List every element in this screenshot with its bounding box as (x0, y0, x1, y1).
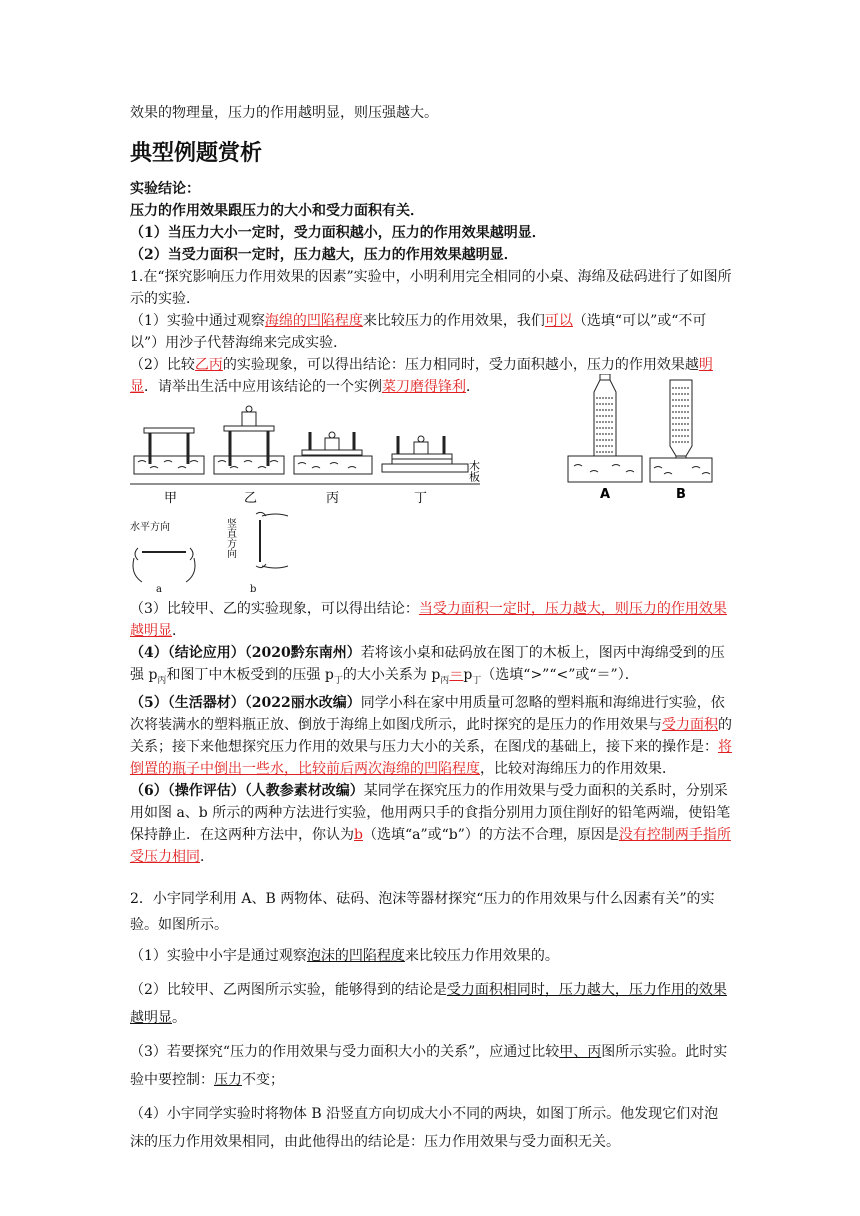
conclusion-block (130, 178, 732, 266)
q1-p4-answer: ＝ (449, 667, 464, 683)
q2-stem: 2．小宇同学利用 A、B 两物体、砝码、泡沫等器材探究“压力的作用效果与什么因素有关”的实验。如图所示。 (130, 891, 715, 933)
q1-p4-text-e: （选填“>”“<”或“＝”）． (481, 667, 639, 683)
q1-p4-sub-4: 丁 (472, 675, 482, 686)
bottle-label-a: A (600, 487, 611, 502)
q1-p6-text-a: 某同学在探究压力的作用效果与受力面积的关系时，分别采用如图 a、b 所示的两种方法进行实验，他用两只手的食指分别用力顶住削好的铅笔两端，使铅笔保持静止．在这两种方法中，你认为 (130, 782, 731, 843)
figure-table-experiments (130, 398, 500, 508)
q1-p1-answer-1: 海绵的凹陷程度 (264, 313, 363, 329)
q1-p4-text-c: 的大小关系为 p (342, 667, 441, 683)
q1-p6-text-c: ． (200, 848, 214, 865)
q1-part-4 (130, 642, 732, 692)
figure-bing (294, 432, 372, 474)
q1-p4-sub-3: 丙 (440, 675, 450, 686)
q2-p3-text-a: （3）若要探究“压力的作用效果与受力面积大小的关系”，应通过比较 (130, 1044, 560, 1060)
q2-p2-text-b: 。 (172, 1010, 186, 1026)
conclusion-heading: 实验结论： (130, 181, 200, 197)
q1-part-6 (130, 780, 732, 868)
pencil-b (256, 512, 288, 568)
fig-label-bing: 丙 (326, 491, 340, 506)
q1-p4-sub-1: 丙 (157, 675, 167, 686)
conclusion-line-3: （2）当受力面积一定时，压力越大，压力的作用效果越明显． (130, 247, 518, 263)
board-label: 木板 (467, 460, 481, 482)
q1-p2-text-d: ． (466, 379, 480, 395)
pencil-label-a: 水平方向 (130, 522, 170, 533)
q1-p6-text-b: （选填“a”或“b”）的方法不合理，原因是 (362, 826, 619, 843)
q1-p2-answer-3: 菜刀磨得锋利 (382, 379, 466, 395)
q1-p1-text-a: （1）实验中通过观察 (130, 313, 265, 329)
q1-stem: 1.在“探究影响压力作用效果的因素”实验中，小明利用完全相同的小桌、海绵及砝码进行了如图所示的实验． (130, 269, 732, 307)
figure-ding (382, 436, 468, 472)
q1-p5-text-a: 同学小科在家中用质量可忽略的塑料瓶和海绵进行实验，依次将装满水的塑料瓶正放、倒放于海绵上如图戊所示，此时探究的是压力的作用效果与 (130, 694, 725, 733)
q1-p1-text-c: （选填“可以”或“不可以”）用沙子代替海绵来完成实验． (130, 313, 707, 351)
q1-p4-tag: （4）（结论应用）（2020黔东南州） (130, 645, 361, 661)
q1-p3-answer: 当受力面积一定时，压力越大，则压力的作用效果越明显 (130, 601, 727, 639)
figure-yi (214, 406, 284, 474)
q1-p5-answer-1: 受力面积 (662, 716, 718, 733)
q1-p3-text-a: （3）比较甲、乙的实验现象，可以得出结论： (130, 601, 419, 617)
q2-p1-text-b: 来比较压力作用效果的。 (404, 948, 559, 964)
q2-part-2 (130, 976, 732, 1032)
fig-label-jia: 甲 (164, 491, 178, 506)
q1-p4-text-b: 和图丁中木板受到的压强 p (166, 667, 334, 683)
conclusion-line-2: （1）当压力大小一定时，受力面积越小，压力的作用效果越明显． (130, 225, 546, 241)
q2-p2-answer: 受力面积相同时，压力越大，压力作用的效果越明显 (130, 982, 727, 1026)
pencil-label-b: 竖直方向 (224, 518, 236, 558)
q1-p6-tag: （6）（操作评估）（人教参素材改编） (130, 782, 364, 799)
bottle-a (568, 374, 642, 482)
pencil-tag-b: b (250, 584, 257, 595)
q1-part-5 (130, 692, 732, 780)
pencil-a (133, 548, 195, 582)
q2-p2-text-a: （2）比较甲、乙两图所示实验，能够得到的结论是 (130, 982, 447, 998)
fig-label-yi: 乙 (244, 491, 258, 506)
figure-jia (134, 428, 204, 474)
section-title: 典型例题赏析 (130, 141, 263, 166)
q1-p2-text-c: ．请举出生活中应用该结论的一个实例 (144, 379, 382, 395)
q1-p5-answer-2: 将倒置的瓶子中倒出一些水，比较前后两次海绵的凹陷程度 (130, 738, 732, 777)
q1-p6-answer-1: b (354, 826, 363, 843)
q1-p1-text-b: 来比较压力的作用效果，我们 (362, 313, 545, 329)
q1-p1-answer-2: 可以 (544, 313, 573, 329)
conclusion-line-1: 压力的作用效果跟压力的大小和受力面积有关． (130, 203, 424, 219)
q1-p4-text-a: 若将该小桌和砝码放在图丁的木板上，图丙中海绵受到的压强 p (130, 645, 725, 683)
q1-p3-text-b: ． (172, 623, 186, 639)
bottle-b (650, 380, 712, 482)
q2-p3-answer-2: 压力 (214, 1072, 242, 1088)
bottle-label-b: B (676, 487, 686, 502)
q2-p3-text-b: 图所示实验。此时实验中要控制： (130, 1044, 728, 1088)
q1-p2-answer-1: 乙丙 (194, 357, 223, 373)
q2-part-1 (130, 942, 732, 970)
q1-part-1 (130, 310, 732, 354)
q2-p1-answer: 泡沫的凹陷程度 (306, 948, 405, 964)
q1-p4-text-d: p (463, 667, 473, 683)
q2-p3-text-c: 不变； (242, 1072, 284, 1088)
q2-p3-answer-1: 甲、丙 (559, 1044, 602, 1060)
intro-line: 效果的物理量，压力的作用越明显，则压强越大。 (130, 105, 438, 121)
q2-part-4: （4）小宇同学实验时将物体 B 沿竖直方向切成大小不同的两块，如图丁所示。他发现它们对泡沫的压力作用效果相同，由此他得出的结论是：压力作用效果与受力面积无关。 (130, 1106, 719, 1150)
q1-p2-text-a: （2）比较 (130, 357, 195, 373)
q1-p5-tag: （5）（生活器材）（2022丽水改编） (130, 694, 361, 711)
q1-p2-answer-2: 明显 (130, 357, 713, 395)
q1-p5-text-c: ，比较对海绵压力的作用效果． (480, 760, 676, 777)
question-1-continued (130, 598, 732, 868)
q1-p4-sub-2: 丁 (333, 675, 343, 686)
q1-part-3 (130, 598, 732, 642)
figure-bottles (562, 374, 732, 504)
question-2 (130, 886, 732, 1156)
pencil-tag-a: a (156, 584, 162, 595)
fig-label-ding: 丁 (414, 491, 428, 506)
q1-p5-text-b: 的关系；接下来他想探究压力作用的效果与压力大小的关系，在图戊的基础上，接下来的操作是： (130, 716, 732, 755)
q1-p6-answer-2: 没有控制两手指所受压力相同 (130, 826, 731, 865)
q2-part-3 (130, 1038, 732, 1094)
q1-p2-text-b: 的实验现象，可以得出结论：压力相同时，受力面积越小，压力的作用效果越 (222, 357, 699, 373)
q2-p1-text-a: （1）实验中小宇是通过观察 (130, 948, 307, 964)
